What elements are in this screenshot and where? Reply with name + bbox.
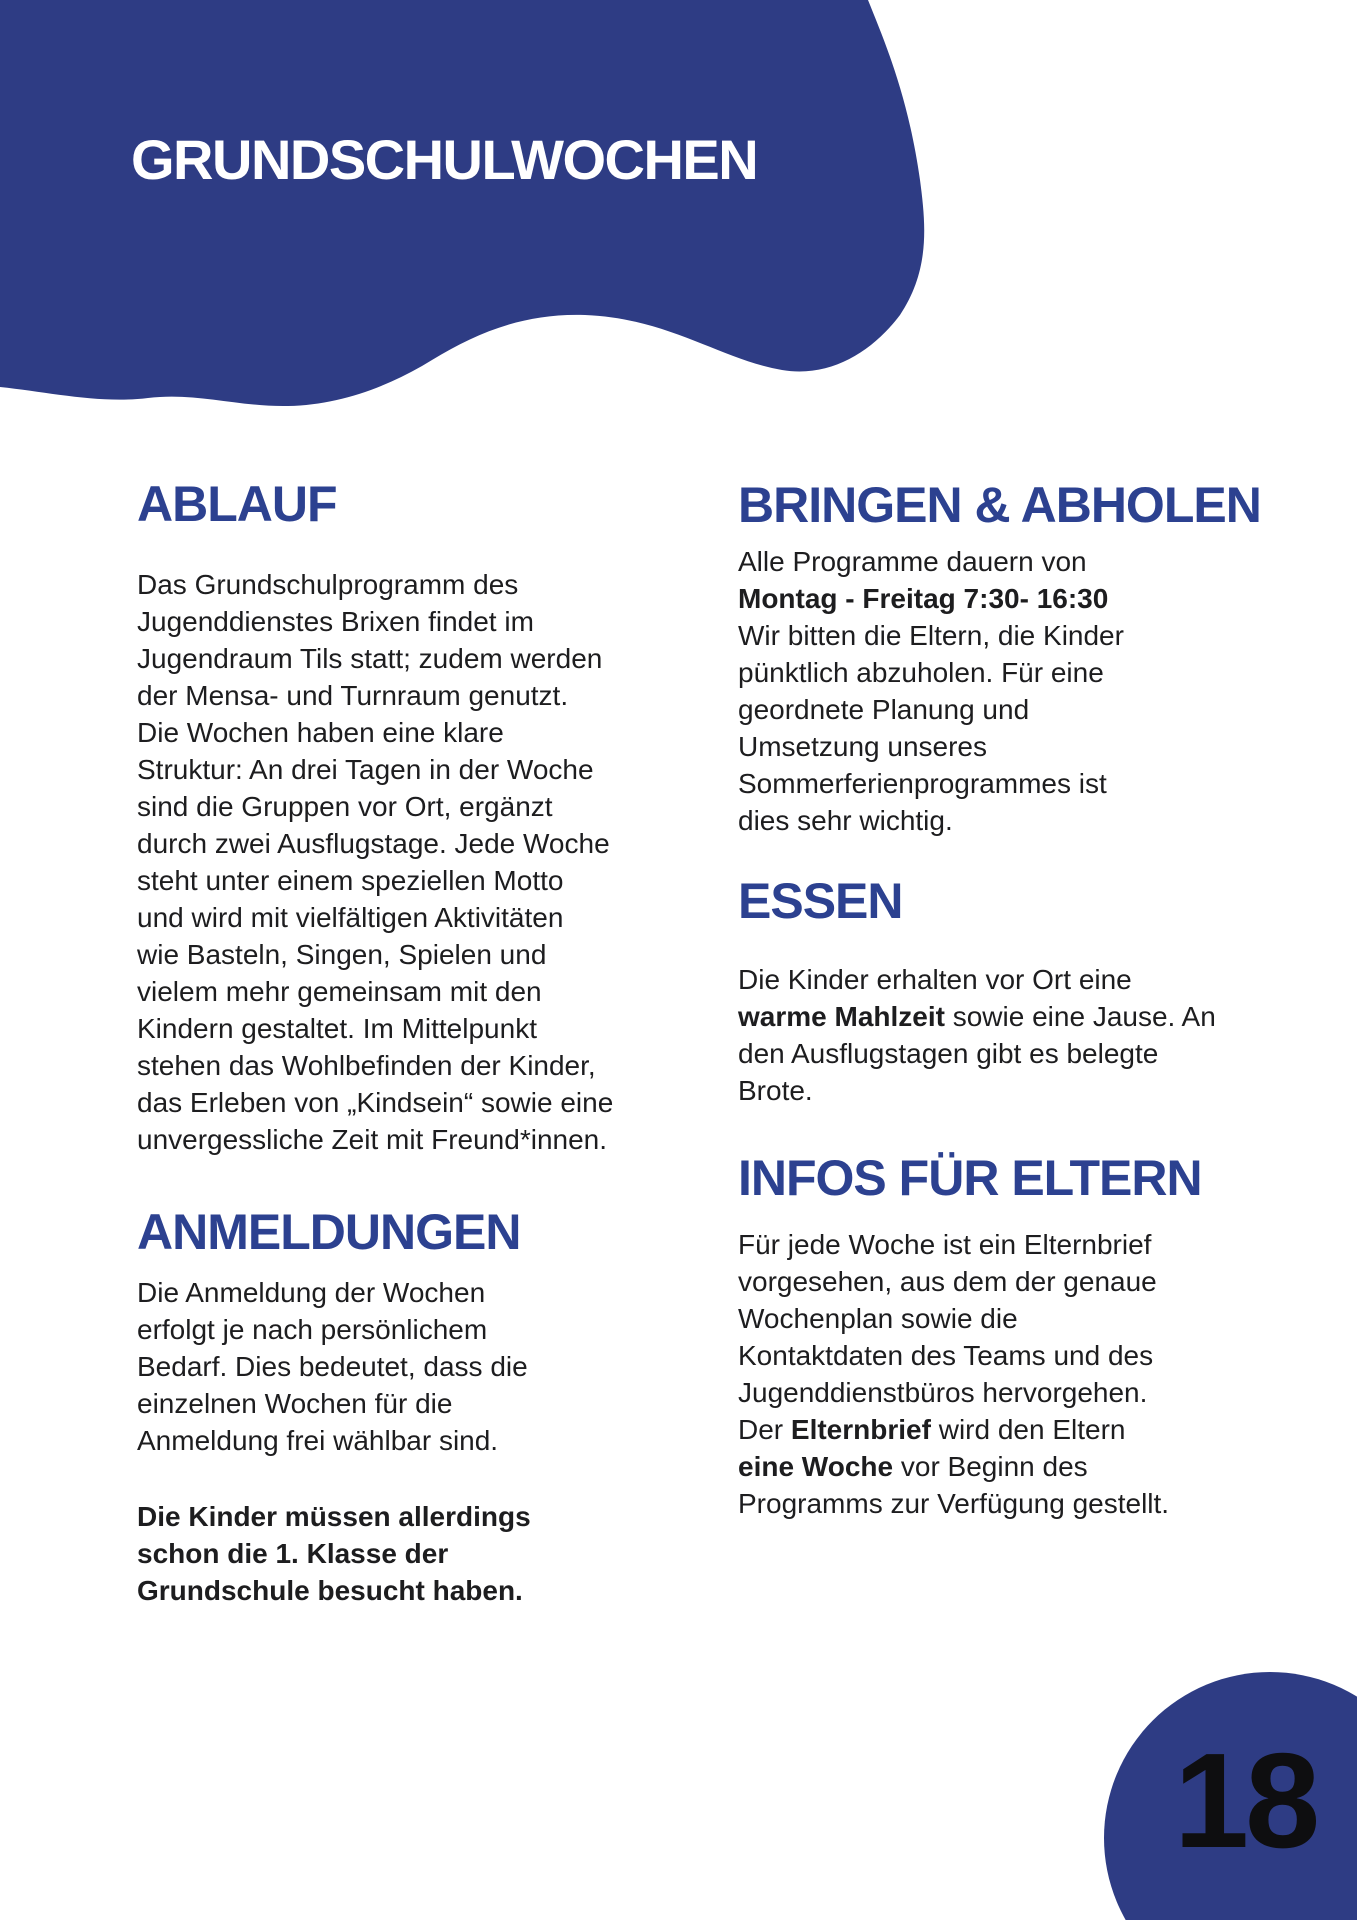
header-blob-path (0, 0, 924, 406)
essen-paragraph: Die Kinder erhalten vor Ort eine warme Mahlzeit sowie eine Jause. An den Ausflugstagen gibt es belegte Brote. (738, 964, 1216, 1106)
section-heading-anmeldungen: ANMELDUNGEN (137, 1204, 521, 1260)
section-heading-ablauf: ABLAUF (137, 476, 337, 532)
bringen-abholen-paragraph: Alle Programme dauern von Montag - Freitag 7:30- 16:30 Wir bitten die Eltern, die Kinder pünktlich abzuholen. Für eine geordnete Planung und Umsetzung unseres Sommerferienprogrammes ist dies sehr wichtig. (738, 546, 1124, 836)
section-heading-essen: ESSEN (738, 873, 903, 929)
header-blob-shape (0, 0, 940, 415)
anmeldungen-paragraph: Die Anmeldung der Wochen erfolgt je nach persönlichem Bedarf. Dies bedeutet, dass die einzelnen Wochen für die Anmeldung frei wählbar sind. (137, 1277, 528, 1456)
section-heading-bringen-abholen: BRINGEN & ABHOLEN (738, 477, 1261, 533)
page-number: 18 (1174, 1725, 1317, 1876)
anmeldungen-note-paragraph: Die Kinder müssen allerdings schon die 1. Klasse der Grundschule besucht haben. (137, 1501, 531, 1606)
ablauf-paragraph: Das Grundschulprogramm des Jugenddienstes Brixen findet im Jugendraum Tils statt; zudem werden der Mensa- und Turnraum genutzt. Die Wochen haben eine klare Struktur: An drei Tagen in der Woche sind die Gruppen vor Ort, ergänzt durch zwei Ausflugstage. Jede Woche steht unter einem speziellen Motto und wird mit vielfältigen Aktivitäten wie Basteln, Singen, Spielen und vielem mehr gemeinsam mit den Kindern gestaltet. Im Mittelpunkt stehen das Wohlbefinden der Kinder, das Erleben von „Kindsein“ sowie eine unvergessliche Zeit mit Freund*innen. (137, 569, 614, 1155)
infos-fuer-eltern-paragraph: Für jede Woche ist ein Elternbrief vorgesehen, aus dem der genaue Wochenplan sowie die Kontaktdaten des Teams und des Jugenddienstbüros hervorgehen. Der Elternbrief wird den Eltern eine Woche vor Beginn des Programms zur Verfügung gestellt. (738, 1229, 1170, 1519)
page-title: GRUNDSCHULWOCHEN (131, 128, 758, 191)
section-heading-infos-fuer-eltern: INFOS FÜR ELTERN (738, 1150, 1202, 1206)
